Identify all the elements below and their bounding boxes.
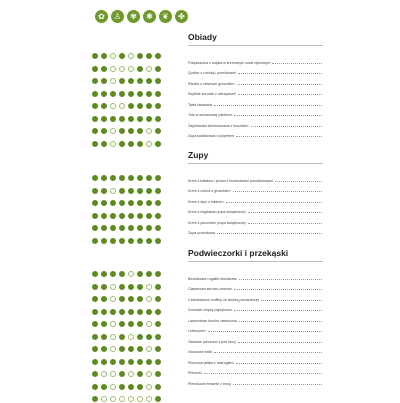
recipe-name: Lebkuchen xyxy=(188,329,206,333)
diet-dot-filled xyxy=(119,346,125,352)
diet-dot-filled xyxy=(101,346,107,352)
diet-dot-grid-zupy xyxy=(92,174,162,245)
diet-dot-empty xyxy=(110,346,116,352)
diet-dot-filled xyxy=(128,175,134,181)
diet-dot-filled xyxy=(137,371,143,377)
diet-dot-filled xyxy=(92,66,98,72)
diet-dot-filled xyxy=(110,200,116,206)
recipe-item[interactable] xyxy=(188,375,323,386)
diet-dot-filled xyxy=(92,271,98,277)
diet-dot-empty xyxy=(128,271,134,277)
section-podwieczorki xyxy=(188,248,323,386)
diet-dot-filled xyxy=(155,66,161,72)
diet-dot-filled xyxy=(101,384,107,390)
diet-dot-filled xyxy=(128,103,134,109)
recipe-item[interactable] xyxy=(188,54,323,65)
recipe-item[interactable] xyxy=(188,291,323,302)
recipe-name: Piernikowe brownie z bezą xyxy=(188,381,231,386)
diet-dot-filled xyxy=(155,91,161,97)
diet-dot-filled xyxy=(101,66,107,72)
dotted-leader xyxy=(275,181,322,182)
section-title: Podwieczorki i przekąski xyxy=(188,248,323,262)
diet-dot-filled xyxy=(110,175,116,181)
diet-dot-filled xyxy=(119,309,125,315)
diet-dot-filled xyxy=(155,53,161,59)
diet-dot-filled xyxy=(128,346,134,352)
diet-dot-filled xyxy=(128,309,134,315)
recipe-name: Owocowe żelki xyxy=(188,350,212,354)
recipe-name: Pieczona jabłka z twarogiem xyxy=(188,360,234,365)
recipe-name: Zupa czosnkowa xyxy=(188,231,215,235)
section-title: Obiady xyxy=(188,32,323,46)
diet-dot-empty xyxy=(146,346,152,352)
diet-dot-filled xyxy=(137,188,143,194)
diet-dot-filled xyxy=(128,284,134,290)
diet-dot-filled xyxy=(119,213,125,219)
diet-dot-empty xyxy=(146,296,152,302)
section-zupy xyxy=(188,150,323,235)
diet-dot-filled xyxy=(110,271,116,277)
diet-dot-empty xyxy=(128,396,134,402)
diet-dot-filled xyxy=(155,384,161,390)
diet-dot-empty xyxy=(110,396,116,402)
recipe-name: Quiche z cukinią i pomidorami xyxy=(188,71,236,75)
diet-dot-empty xyxy=(119,103,125,109)
diet-dot-filled xyxy=(119,91,125,97)
diet-dot-empty xyxy=(146,396,152,402)
recipe-list xyxy=(188,54,323,138)
diet-dot-filled xyxy=(92,296,98,302)
dotted-leader xyxy=(248,212,322,213)
diet-dot-filled xyxy=(146,188,152,194)
diet-dot-filled xyxy=(146,271,152,277)
diet-dot-filled xyxy=(128,238,134,244)
diet-dot-filled xyxy=(92,200,98,206)
recipe-name: Zupa kalafiorowa z pulpetem xyxy=(188,134,234,138)
diet-dot-filled xyxy=(101,213,107,219)
section-title: Zupy xyxy=(188,150,323,164)
diet-dot-filled xyxy=(92,91,98,97)
vegetarian-icon: ❦ xyxy=(159,10,172,23)
diet-dot-filled xyxy=(119,200,125,206)
diet-dot-filled xyxy=(155,213,161,219)
diet-dot-filled xyxy=(119,53,125,59)
diet-dot-filled xyxy=(92,53,98,59)
diet-dot-filled xyxy=(101,271,107,277)
diet-dot-filled xyxy=(101,225,107,231)
diet-dot-filled xyxy=(137,213,143,219)
diet-dot-empty xyxy=(146,141,152,147)
diet-dot-filled xyxy=(128,213,134,219)
diet-dot-empty xyxy=(146,371,152,377)
diet-dot-filled xyxy=(119,116,125,122)
diet-dot-grid-podwieczorki xyxy=(92,270,162,403)
diet-dot-empty xyxy=(128,334,134,340)
diet-dot-filled xyxy=(110,213,116,219)
diet-dot-empty xyxy=(110,334,116,340)
diet-dot-filled xyxy=(92,175,98,181)
diet-dot-filled xyxy=(92,346,98,352)
diet-dot-filled xyxy=(128,78,134,84)
diet-dot-filled xyxy=(128,359,134,365)
diet-dot-grid-obiady xyxy=(92,52,162,148)
diet-dot-filled xyxy=(146,359,152,365)
diet-dot-filled xyxy=(155,225,161,231)
recipe-list xyxy=(188,270,323,386)
diet-dot-filled xyxy=(92,321,98,327)
recipe-name: Czekoladowe muffiny ze skórką pomarańczy xyxy=(188,297,260,302)
diet-dot-filled xyxy=(146,200,152,206)
dotted-leader xyxy=(251,126,322,127)
recipe-item[interactable] xyxy=(188,65,323,76)
diet-dot-filled xyxy=(128,128,134,134)
recipe-item[interactable] xyxy=(188,75,323,86)
diet-dot-filled xyxy=(101,141,107,147)
diet-dot-filled xyxy=(101,188,107,194)
nut-free-icon: ✱ xyxy=(143,10,156,23)
diet-dot-empty xyxy=(110,321,116,327)
diet-dot-empty xyxy=(110,384,116,390)
dotted-leader xyxy=(238,342,322,343)
section-obiady xyxy=(188,32,323,138)
diet-dot-empty xyxy=(110,128,116,134)
diet-dot-filled xyxy=(101,91,107,97)
dotted-leader xyxy=(233,384,322,385)
diet-dot-filled xyxy=(155,334,161,340)
diet-dot-filled xyxy=(146,78,152,84)
diet-dot-filled xyxy=(101,296,107,302)
diet-dot-filled xyxy=(128,296,134,302)
dotted-leader xyxy=(214,105,322,106)
diet-dot-filled xyxy=(155,188,161,194)
diet-dot-filled xyxy=(137,271,143,277)
diet-dot-filled xyxy=(92,238,98,244)
recipe-item[interactable] xyxy=(188,270,323,281)
diet-dot-filled xyxy=(101,128,107,134)
diet-dot-filled xyxy=(137,103,143,109)
diet-dot-filled xyxy=(155,128,161,134)
diet-dot-empty xyxy=(119,66,125,72)
diet-dot-filled xyxy=(110,116,116,122)
recipe-name: Risotto z zielonym groszkiem xyxy=(188,81,235,86)
dotted-leader xyxy=(248,223,322,224)
recipe-item[interactable] xyxy=(188,204,323,215)
diet-dot-empty xyxy=(146,66,152,72)
diet-dot-filled xyxy=(137,384,143,390)
recipe-name: Polędwiczka z indyka w kremowym sosie dyniowym xyxy=(188,60,271,65)
diet-dot-filled xyxy=(92,225,98,231)
diet-dot-filled xyxy=(119,188,125,194)
diet-dot-filled xyxy=(155,271,161,277)
diet-dot-filled xyxy=(110,309,116,315)
diet-dot-filled xyxy=(137,53,143,59)
diet-dot-filled xyxy=(155,200,161,206)
dotted-leader xyxy=(237,84,322,85)
diet-dot-empty xyxy=(119,396,125,402)
diet-dot-empty xyxy=(146,128,152,134)
diet-dot-filled xyxy=(101,78,107,84)
diet-dot-filled xyxy=(92,396,98,402)
diet-dot-filled xyxy=(128,141,134,147)
lactose-free-icon: ♙ xyxy=(111,10,124,23)
recipe-name: Szybkie kurczak z warzywami xyxy=(188,92,236,96)
diet-dot-filled xyxy=(146,91,152,97)
dotted-leader xyxy=(239,321,322,322)
diet-dot-filled xyxy=(119,238,125,244)
diet-dot-filled xyxy=(119,371,125,377)
recipe-name: Domowe chipsy paprykowe xyxy=(188,308,232,312)
diet-dot-filled xyxy=(92,213,98,219)
diet-dot-filled xyxy=(92,128,98,134)
diet-dot-filled xyxy=(101,321,107,327)
diet-dot-filled xyxy=(110,225,116,231)
diet-dot-filled xyxy=(92,141,98,147)
diet-dot-filled xyxy=(128,200,134,206)
diet-dot-empty xyxy=(110,296,116,302)
egg-free-icon: ✾ xyxy=(127,10,140,23)
dotted-leader xyxy=(238,94,322,95)
diet-dot-filled xyxy=(101,200,107,206)
diet-dot-filled xyxy=(110,238,116,244)
diet-dot-filled xyxy=(92,284,98,290)
diet-dot-filled xyxy=(101,334,107,340)
diet-dot-filled xyxy=(119,175,125,181)
diet-dot-filled xyxy=(92,188,98,194)
diet-dot-empty xyxy=(110,371,116,377)
recipe-name: Owsiane pieczone z pod bezy xyxy=(188,339,236,344)
diet-dot-filled xyxy=(137,200,143,206)
recipe-name: Tofu w sezamowej panierce xyxy=(188,113,233,117)
diet-dot-filled xyxy=(155,321,161,327)
diet-dot-filled xyxy=(155,238,161,244)
dotted-leader xyxy=(261,300,322,301)
recipe-item[interactable] xyxy=(188,117,323,128)
vegan-icon: ✤ xyxy=(175,10,188,23)
dotted-leader xyxy=(239,279,322,280)
diet-dot-empty xyxy=(110,78,116,84)
recipe-item[interactable] xyxy=(188,344,323,355)
diet-dot-filled xyxy=(119,321,125,327)
diet-dot-filled xyxy=(110,91,116,97)
recipe-item[interactable] xyxy=(188,281,323,292)
diet-dot-filled xyxy=(119,128,125,134)
diet-icons-row xyxy=(95,10,188,23)
diet-dot-empty xyxy=(128,371,134,377)
diet-dot-filled xyxy=(119,78,125,84)
diet-dot-empty xyxy=(110,141,116,147)
diet-dot-filled xyxy=(146,225,152,231)
diet-dot-filled xyxy=(137,238,143,244)
diet-dot-empty xyxy=(101,371,107,377)
recipe-name: Krem z pieczarek (zupa świąteczna) xyxy=(188,220,246,225)
dotted-leader xyxy=(238,73,322,74)
diet-dot-filled xyxy=(92,309,98,315)
dotted-leader xyxy=(236,136,322,137)
diet-dot-filled xyxy=(92,78,98,84)
diet-dot-filled xyxy=(92,384,98,390)
dotted-leader xyxy=(226,202,322,203)
recipe-item[interactable] xyxy=(188,193,323,204)
diet-dot-filled xyxy=(146,116,152,122)
recipe-item[interactable] xyxy=(188,354,323,365)
recipe-name: Piernicki xyxy=(188,371,202,375)
diet-dot-filled xyxy=(137,175,143,181)
dotted-leader xyxy=(236,363,322,364)
diet-dot-filled xyxy=(155,103,161,109)
dotted-leader xyxy=(234,289,322,290)
diet-dot-empty xyxy=(110,284,116,290)
diet-dot-filled xyxy=(137,346,143,352)
dotted-leader xyxy=(272,63,322,64)
diet-dot-filled xyxy=(137,359,143,365)
recipe-item[interactable] xyxy=(188,86,323,97)
recipe-item[interactable] xyxy=(188,183,323,194)
recipe-item[interactable] xyxy=(188,128,323,139)
diet-dot-empty xyxy=(137,396,143,402)
dotted-leader xyxy=(234,115,322,116)
diet-dot-filled xyxy=(119,284,125,290)
diet-dot-empty xyxy=(146,284,152,290)
diet-dot-filled xyxy=(155,309,161,315)
diet-dot-filled xyxy=(155,116,161,122)
diet-dot-filled xyxy=(101,103,107,109)
diet-dot-filled xyxy=(92,103,98,109)
diet-dot-filled xyxy=(119,296,125,302)
recipe-item[interactable] xyxy=(188,214,323,225)
diet-dot-filled xyxy=(155,371,161,377)
diet-dot-filled xyxy=(146,213,152,219)
recipe-name: Bezlutkowe rogaliki drożdżowe xyxy=(188,276,238,281)
diet-dot-filled xyxy=(92,371,98,377)
recipe-list xyxy=(188,172,323,235)
diet-dot-filled xyxy=(155,346,161,352)
diet-dot-filled xyxy=(155,175,161,181)
diet-dot-empty xyxy=(128,66,134,72)
diet-dot-filled xyxy=(119,359,125,365)
diet-dot-empty xyxy=(128,53,134,59)
diet-dot-filled xyxy=(119,225,125,231)
diet-dot-filled xyxy=(146,334,152,340)
diet-dot-empty xyxy=(110,103,116,109)
recipe-item[interactable] xyxy=(188,365,323,376)
diet-dot-filled xyxy=(155,78,161,84)
recipe-name: Ciasteczka serowo-zottowe xyxy=(188,287,232,291)
diet-dot-filled xyxy=(101,359,107,365)
recipe-name: Krem z dyni z imbirem xyxy=(188,199,224,204)
diet-dot-filled xyxy=(155,284,161,290)
recipe-item[interactable] xyxy=(188,323,323,334)
recipe-name: Krem z migdałów (zupa świąteczna) xyxy=(188,210,246,214)
diet-dot-filled xyxy=(128,384,134,390)
dotted-leader xyxy=(214,352,322,353)
diet-dot-filled xyxy=(137,321,143,327)
diet-dot-filled xyxy=(128,91,134,97)
diet-dot-filled xyxy=(146,103,152,109)
diet-dot-filled xyxy=(137,78,143,84)
recipe-item[interactable] xyxy=(188,225,323,236)
recipe-name: Zapiekanka ziemniaczana z boczkiem xyxy=(188,123,249,128)
diet-dot-filled xyxy=(101,238,107,244)
diet-dot-filled xyxy=(137,225,143,231)
diet-dot-filled xyxy=(101,309,107,315)
recipe-item[interactable] xyxy=(188,96,323,107)
dotted-leader xyxy=(204,373,322,374)
diet-dot-filled xyxy=(92,334,98,340)
diet-dot-empty xyxy=(146,321,152,327)
dotted-leader xyxy=(233,191,322,192)
diet-dot-filled xyxy=(101,175,107,181)
diet-dot-filled xyxy=(101,53,107,59)
diet-dot-empty xyxy=(146,384,152,390)
recipe-name: Lawendowe kruche ciasteczka xyxy=(188,318,237,323)
gluten-free-icon: ✿ xyxy=(95,10,108,23)
diet-dot-filled xyxy=(155,141,161,147)
dotted-leader xyxy=(208,331,322,332)
recipe-name: Krem z cukinii z groszkiem xyxy=(188,189,231,193)
recipe-item[interactable] xyxy=(188,302,323,313)
diet-dot-filled xyxy=(146,238,152,244)
diet-dot-filled xyxy=(155,296,161,302)
dotted-leader xyxy=(217,233,322,234)
diet-dot-filled xyxy=(137,309,143,315)
diet-dot-filled xyxy=(137,141,143,147)
diet-dot-filled xyxy=(146,53,152,59)
diet-dot-filled xyxy=(101,116,107,122)
diet-dot-filled xyxy=(146,309,152,315)
diet-dot-filled xyxy=(110,359,116,365)
diet-dot-filled xyxy=(119,141,125,147)
diet-dot-filled xyxy=(128,116,134,122)
diet-dot-empty xyxy=(110,66,116,72)
diet-dot-empty xyxy=(110,188,116,194)
diet-dot-filled xyxy=(128,188,134,194)
recipe-item[interactable] xyxy=(188,107,323,118)
recipe-item[interactable] xyxy=(188,172,323,183)
dotted-leader xyxy=(234,310,322,311)
recipe-name: Tarta kabaczka xyxy=(188,102,213,107)
diet-dot-filled xyxy=(155,359,161,365)
diet-dot-filled xyxy=(92,116,98,122)
diet-dot-filled xyxy=(128,321,134,327)
diet-dot-filled xyxy=(119,384,125,390)
diet-dot-empty xyxy=(101,396,107,402)
recipe-item[interactable] xyxy=(188,333,323,344)
diet-dot-filled xyxy=(119,334,125,340)
diet-dot-filled xyxy=(92,359,98,365)
recipe-name: Krem z batatów i porów z kluseczkami pomidorowymi xyxy=(188,178,274,183)
diet-dot-filled xyxy=(137,334,143,340)
diet-dot-filled xyxy=(137,116,143,122)
diet-dot-filled xyxy=(119,271,125,277)
diet-dot-filled xyxy=(137,66,143,72)
diet-dot-filled xyxy=(137,284,143,290)
diet-dot-filled xyxy=(137,296,143,302)
recipe-item[interactable] xyxy=(188,312,323,323)
diet-dot-filled xyxy=(128,225,134,231)
diet-dot-filled xyxy=(155,396,161,402)
diet-dot-filled xyxy=(137,91,143,97)
diet-dot-filled xyxy=(146,175,152,181)
diet-dot-filled xyxy=(137,128,143,134)
diet-dot-filled xyxy=(101,284,107,290)
diet-dot-empty xyxy=(110,53,116,59)
